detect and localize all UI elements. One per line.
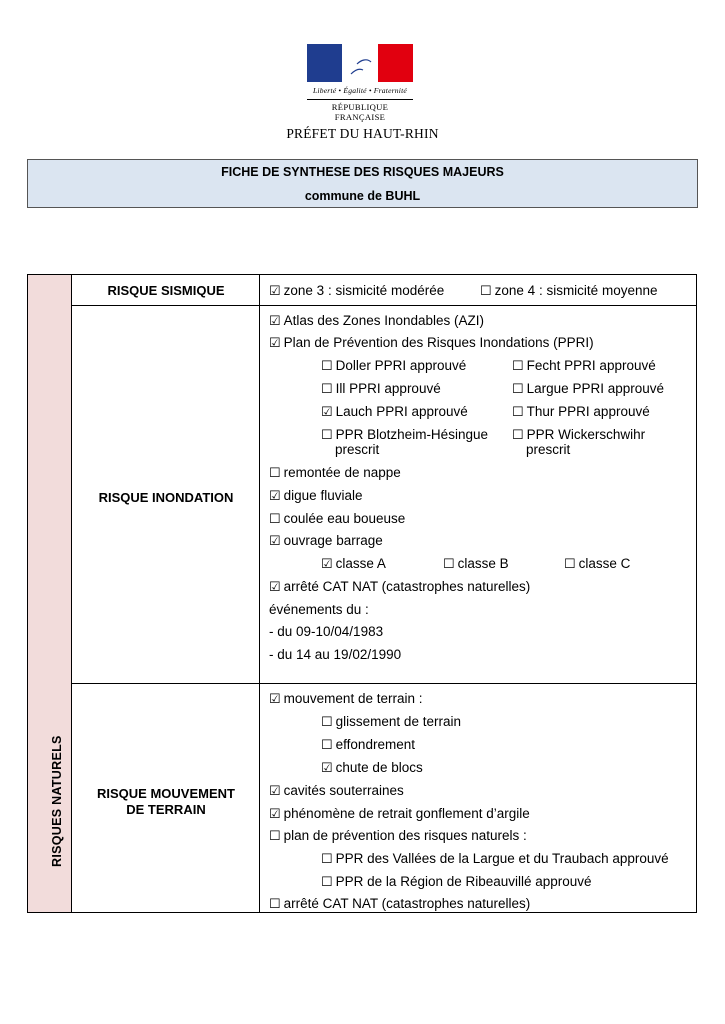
unchecked-box-icon: ☐ [321,358,333,373]
item-ill: ☐ Ill PPRI approuvé [321,381,441,396]
events-heading: événements du : [269,602,369,617]
checked-box-icon: ☑ [321,760,333,775]
inondation-label: RISQUE INONDATION [98,490,234,505]
checked-box-icon: ☑ [321,404,333,419]
unchecked-box-icon: ☐ [443,556,455,571]
document-title: FICHE DE SYNTHESE DES RISQUES MAJEURS [221,165,504,179]
category-sidebar [28,275,72,912]
item-classe-a: ☑ classe A [321,556,386,571]
unchecked-box-icon: ☐ [321,714,333,729]
unchecked-box-icon: ☐ [269,828,281,843]
checked-box-icon: ☑ [269,783,281,798]
unchecked-box-icon: ☐ [269,896,281,911]
commune-name: commune de BUHL [304,189,421,203]
item-digue: ☑ digue fluviale [269,488,363,503]
unchecked-box-icon: ☐ [321,851,333,866]
item-classe-b: ☐ classe B [443,556,509,571]
unchecked-box-icon: ☐ [512,358,524,373]
sismique-zone3: ☑ zone 3 : sismicité modérée [269,283,445,298]
item-ppr-largue: ☐ PPR des Vallées de la Largue et du Traubach approuvé [321,851,669,866]
marianne-flag-icon [307,44,413,82]
checked-box-icon: ☑ [269,283,281,298]
category-label: RISQUES NATURELS [50,735,64,867]
item-classe-c: ☐ classe C [564,556,631,571]
title-box [27,159,698,208]
checked-box-icon: ☑ [321,556,333,571]
row-divider [72,683,697,684]
prefet-title: PRÉFET DU HAUT-RHIN [286,126,439,141]
unchecked-box-icon: ☐ [480,283,492,298]
item-azi: ☑ Atlas des Zones Inondables (AZI) [269,313,485,328]
checked-box-icon: ☑ [269,335,281,350]
item-chute: ☑ chute de blocs [321,760,423,775]
unchecked-box-icon: ☐ [512,381,524,396]
mouvement-label-2: DE TERRAIN [126,802,206,817]
event-2: - du 14 au 19/02/1990 [269,647,402,662]
unchecked-box-icon: ☐ [321,874,333,889]
republic-name: RÉPUBLIQUE FRANÇAISE [307,99,413,122]
sismique-label: RISQUE SISMIQUE [107,283,225,298]
risk-table [27,274,697,913]
item-catnat-mouvement: ☐ arrêté CAT NAT (catastrophes naturelles) [269,896,531,911]
unchecked-box-icon: ☐ [321,427,333,442]
checked-box-icon: ☑ [269,313,281,328]
row-divider [72,305,697,306]
column-divider [259,275,260,912]
checked-box-icon: ☑ [269,691,281,706]
sismique-zone4: ☐ zone 4 : sismicité moyenne [480,283,658,298]
item-barrage: ☑ ouvrage barrage [269,533,383,548]
item-glissement: ☐ glissement de terrain [321,714,461,729]
item-effondrement: ☐ effondrement [321,737,415,752]
item-largue: ☐ Largue PPRI approuvé [512,381,664,396]
checked-box-icon: ☑ [269,533,281,548]
mouvement-label-1: RISQUE MOUVEMENT [97,786,235,801]
unchecked-box-icon: ☐ [512,427,524,442]
item-doller: ☐ Doller PPRI approuvé [321,358,467,373]
item-wickerschwihr-status: prescrit [526,442,571,457]
unchecked-box-icon: ☐ [321,737,333,752]
republic-motto: Liberté • Égalité • Fraternité [313,86,407,95]
item-blotzheim: ☐ PPR Blotzheim-Hésingue [321,427,488,442]
unchecked-box-icon: ☐ [512,404,524,419]
item-wickerschwihr: ☐ PPR Wickerschwihr [512,427,646,442]
item-thur: ☐ Thur PPRI approuvé [512,404,650,419]
item-lauch: ☑ Lauch PPRI approuvé [321,404,468,419]
checked-box-icon: ☑ [269,579,281,594]
unchecked-box-icon: ☐ [269,465,281,480]
item-ppri: ☑ Plan de Prévention des Risques Inondations (PPRI) [269,335,594,350]
unchecked-box-icon: ☐ [564,556,576,571]
item-fecht: ☐ Fecht PPRI approuvé [512,358,656,373]
item-blotzheim-status: prescrit [335,442,380,457]
item-mouvement: ☑ mouvement de terrain : [269,691,423,706]
checked-box-icon: ☑ [269,806,281,821]
item-catnat-inondation: ☑ arrêté CAT NAT (catastrophes naturelles) [269,579,531,594]
unchecked-box-icon: ☐ [269,511,281,526]
item-nappe: ☐ remontée de nappe [269,465,401,480]
unchecked-box-icon: ☐ [321,381,333,396]
checked-box-icon: ☑ [269,488,281,503]
item-retrait: ☑ phénomène de retrait gonflement d’argile [269,806,530,821]
item-plan: ☐ plan de prévention des risques naturels : [269,828,527,843]
republic-logo [307,44,417,122]
item-ppr-ribeauville: ☐ PPR de la Région de Ribeauvillé approuvé [321,874,592,889]
item-coulee: ☐ coulée eau boueuse [269,511,406,526]
item-cavites: ☑ cavités souterraines [269,783,404,798]
event-1: - du 09-10/04/1983 [269,624,384,639]
